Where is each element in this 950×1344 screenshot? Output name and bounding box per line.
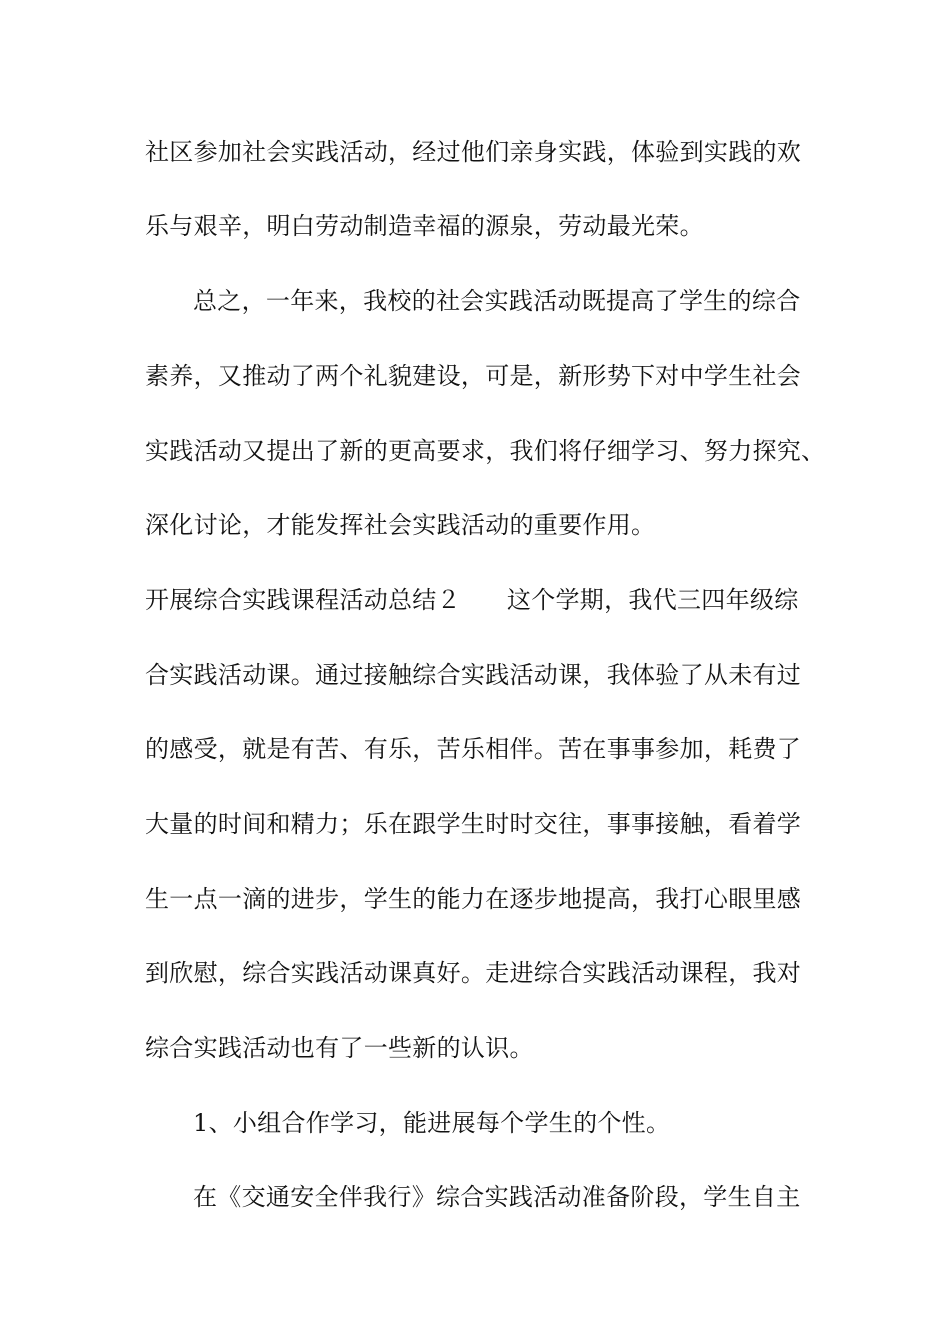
paragraph-line: 综合实践活动也有了一些新的认识。 bbox=[145, 1034, 534, 1062]
paragraph-line: 素养，又推动了两个礼貌建设，可是，新形势下对中学生社会 bbox=[145, 362, 802, 390]
paragraph-line: 大量的时间和精力；乐在跟学生时时交往，事事接触，看着学 bbox=[145, 810, 802, 838]
paragraph-start: 这个学期，我代三四年级综 bbox=[506, 586, 799, 614]
paragraph-line: 合实践活动课。通过接触综合实践活动课，我体验了从未有过 bbox=[145, 661, 802, 689]
paragraph-line: 的感受，就是有苦、有乐，苦乐相伴。苦在事事参加，耗费了 bbox=[145, 735, 802, 763]
paragraph-line: 深化讨论，才能发挥社会实践活动的重要作用。 bbox=[145, 511, 656, 539]
section-heading: 开展综合实践课程活动总结２ bbox=[145, 586, 461, 614]
paragraph-line: 实践活动又提出了新的更高要求，我们将仔细学习、努力探究、 bbox=[145, 437, 826, 465]
section-heading-line bbox=[145, 585, 799, 615]
paragraph-line: 到欣慰，综合实践活动课真好。走进综合实践活动课程，我对 bbox=[145, 959, 802, 987]
paragraph-line: 乐与艰辛，明白劳动制造幸福的源泉，劳动最光荣。 bbox=[145, 212, 704, 240]
paragraph-line: 总之，一年来，我校的社会实践活动既提高了学生的综合 bbox=[193, 287, 801, 315]
list-item-line: 1、小组合作学习，能进展每个学生的个性。 bbox=[193, 1109, 671, 1137]
paragraph-line: 在《交通安全伴我行》综合实践活动准备阶段，学生自主 bbox=[193, 1183, 801, 1211]
paragraph-line: 生一点一滴的进步，学生的能力在逐步地提高，我打心眼里感 bbox=[145, 885, 802, 913]
paragraph-line: 社区参加社会实践活动，经过他们亲身实践，体验到实践的欢 bbox=[145, 138, 802, 166]
